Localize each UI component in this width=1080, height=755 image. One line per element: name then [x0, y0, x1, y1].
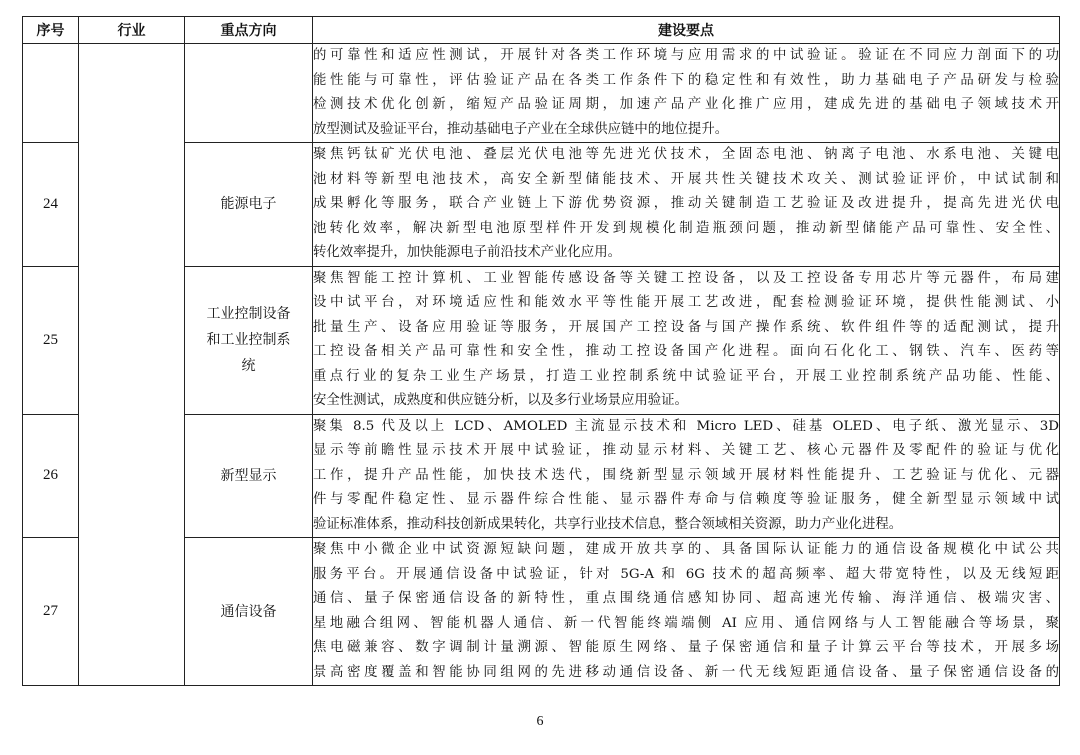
points-cell — [313, 538, 1060, 686]
points-line: 验证标准体系，推动科技创新成果转化，共享行业技术信息，整合领域相关资源，助力产业化进程。 — [313, 516, 903, 532]
points-line: 批量生产、设备应用验证等服务，开展国产工控设备与国产操作系统、软件组件等的适配测试，提升 — [313, 319, 1059, 335]
points-line: 景高密度覆盖和智能协同组网的先进移动通信设备、新一代无线短距通信设备、量子保密通信设备的 — [313, 664, 1059, 680]
header-seq: 序号 — [23, 17, 79, 44]
row-number: 27 — [23, 538, 79, 686]
direction-text: 新型显示 — [220, 467, 277, 484]
table-row-continuation — [23, 44, 1060, 143]
points-line: 放型测试及验证平台，推动基础电子产业在全球供应链中的地位提升。 — [313, 121, 729, 137]
header-points: 建设要点 — [313, 17, 1060, 44]
points-line: 焦电磁兼容、数字调制计量溯源、智能原生网络、量子保密通信和量子计算云平台等技术，开展多场 — [313, 640, 1059, 655]
points-line: 服务平台。开展通信设备中试验证，针对 5G-A 和 6G 技术的超高频率、超大带宽特性，以及无线短距 — [313, 566, 1059, 582]
points-line: 转化效率提升，加快能源电子前沿技术产业化应用。 — [313, 245, 621, 260]
direction-text: 工业控制设备 — [206, 306, 291, 322]
row-number: 25 — [23, 266, 79, 414]
points-line: 成果孵化等服务，联合产业链上下游优势资源，推动关键制造工艺验证及改进提升，提高先进光伏电 — [313, 196, 1059, 211]
points-cell — [313, 414, 1060, 538]
points-line: 工控设备相关产品可靠性和安全性，推动工控设备国产化进程。面向石化化工、钢铁、汽车、医药等 — [313, 344, 1059, 359]
points-line: 聚焦钙钛矿光伏电池、叠层光伏电池等先进光伏技术，全固态电池、钠离子电池、水系电池、关键电 — [313, 147, 1059, 162]
direction-text: 能源电子 — [220, 196, 277, 213]
points-line: 星地融合组网、智能机器人通信、新一代智能终端端侧 AI 应用、通信网络与人工智能融合等场景，聚 — [313, 615, 1059, 631]
points-line: 安全性测试，成熟度和供应链分析，以及多行业场景应用验证。 — [313, 393, 688, 408]
points-line: 件与零配件稳定性、显示器件综合性能、显示器件寿命与信赖度等验证服务，健全新型显示领域中试 — [313, 492, 1059, 507]
points-line: 工作，提升产品性能，加快技术迭代，围绕新型显示领域开展材料性能提升、工艺验证与优化、元器 — [313, 467, 1059, 483]
page-number: 6 — [536, 714, 544, 729]
row-number: 24 — [23, 143, 79, 267]
points-line: 设中试平台，对环境适应性和能效水平等性能开展工艺改进，配套检测验证环境，提供性能测试、小 — [313, 295, 1059, 310]
header-industry: 行业 — [79, 17, 185, 44]
direction-text: 和工业控制系 — [206, 332, 291, 348]
points-line: 的可靠性和适应性测试，开展针对各类工作环境与应用需求的中试验证。验证在不同应力剖面下的功 — [313, 48, 1059, 63]
points-line: 重点行业的复杂工业生产场景，打造工业控制系统中试验证平台，开展工业控制系统产品功能、性能、 — [313, 368, 1059, 384]
points-line: 池材料等新型电池技术，高安全新型储能技术、开展共性关键技术攻关、测试验证评价，中试试制和 — [313, 171, 1059, 187]
points-cell — [313, 44, 1060, 143]
points-line: 聚焦智能工控计算机、工业智能传感设备等关键工控设备，以及工控设备专用芯片等元器件，布局建 — [313, 270, 1059, 286]
points-cell — [313, 143, 1060, 267]
points-cell — [313, 266, 1060, 414]
points-line: 聚集 8.5 代及以上 LCD、AMOLED 主流显示技术和 Micro LED、硅基 OLED、电子纸、激光显示、3D — [313, 418, 1059, 434]
points-line: 通信、量子保密通信设备的新特性，重点围绕通信感知协同、超高速光传输、海洋通信、极端灾害、 — [313, 591, 1059, 606]
points-line: 能性能与可靠性，评估验证产品在各类工作条件下的稳定性和有效性，助力基础电子产品研发与检验 — [313, 72, 1059, 88]
points-line: 池转化效率，解决新型电池原型样件开发到规模化制造瓶颈问题，推动新型储能产品可靠性、安全性、 — [313, 220, 1059, 236]
direction-text: 通信设备 — [220, 603, 277, 620]
points-line: 检测技术优化创新，缩短产品验证周期，加速产品产业化推广应用，建成先进的基础电子领域技术开 — [313, 97, 1059, 112]
header-direction: 重点方向 — [185, 17, 313, 44]
direction-cell — [185, 143, 313, 267]
direction-cell — [185, 266, 313, 414]
direction-text: 统 — [241, 358, 256, 374]
direction-cell — [185, 414, 313, 538]
row-number-cell — [23, 44, 79, 143]
document-table — [22, 16, 1060, 686]
direction-cell — [185, 44, 313, 143]
direction-cell — [185, 538, 313, 686]
row-number: 26 — [23, 414, 79, 538]
industry-cell — [79, 44, 185, 686]
header-row — [23, 17, 1060, 44]
points-line: 聚焦中小微企业中试资源短缺问题，建成开放共享的、具备国际认证能力的通信设备规模化中试公共 — [313, 542, 1059, 557]
points-line: 显示等前瞻性显示技术开展中试验证，推动显示材料、关键工艺、核心元器件及零配件的验证与优化 — [313, 443, 1059, 458]
